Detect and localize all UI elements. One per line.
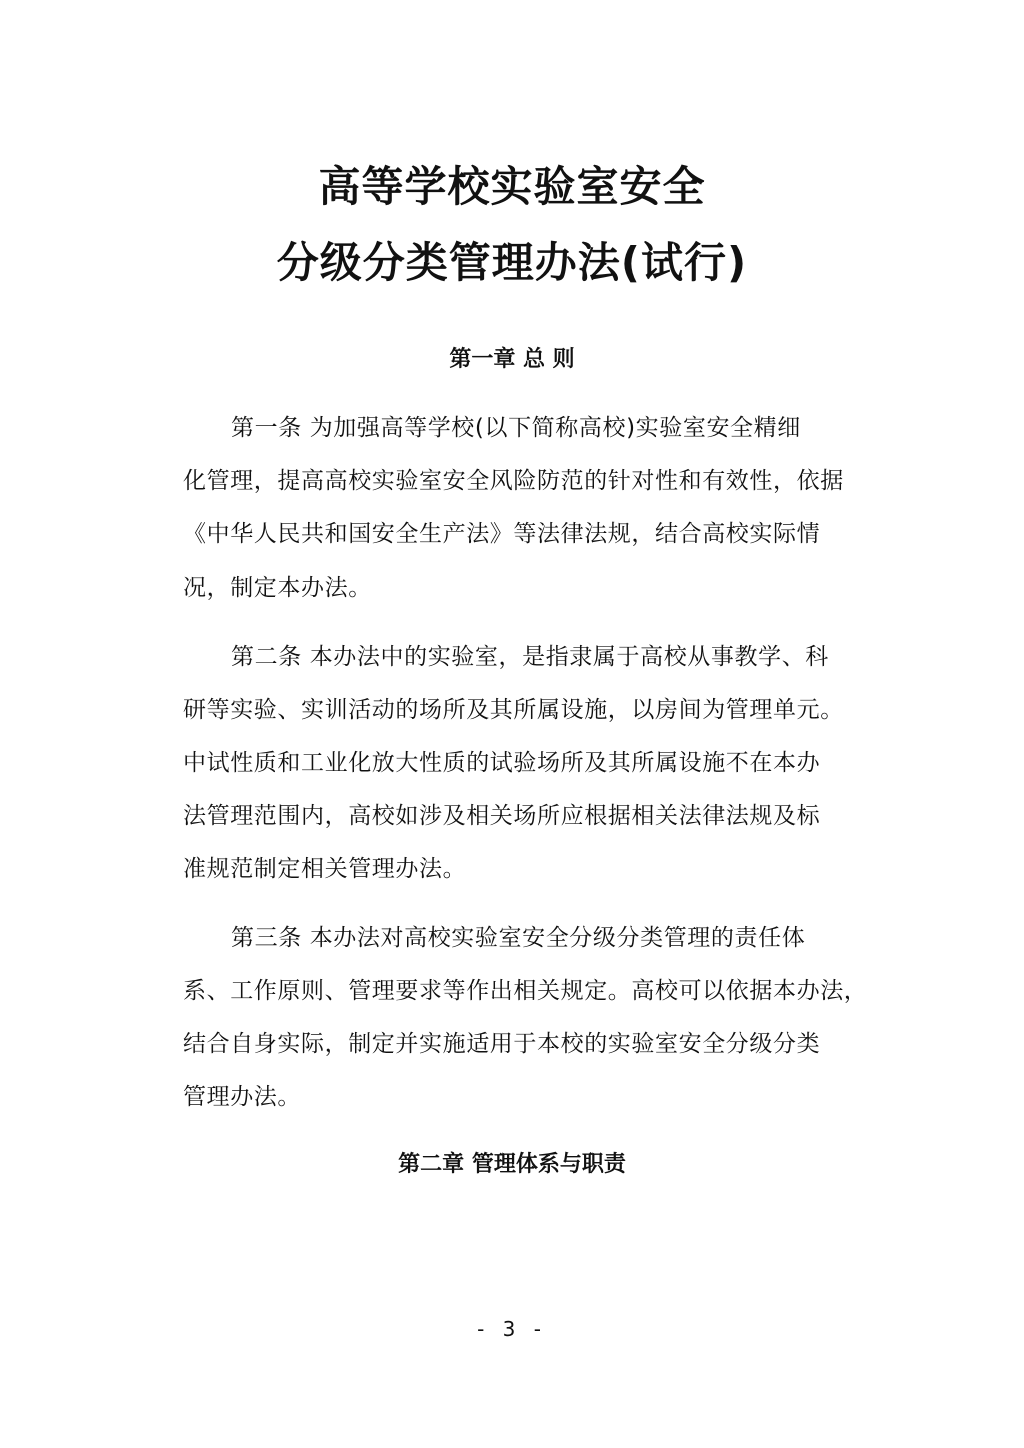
page-number: - 3 -: [477, 1317, 547, 1341]
article-3-line-4: 管理办法。: [183, 1084, 301, 1110]
article-2-line-4: 法管理范围内，高校如涉及相关场所应根据相关法律法规及标: [183, 803, 821, 829]
article-2-line-5: 准规范制定相关管理办法。: [183, 856, 467, 882]
article-2-line-3: 中试性质和工业化放大性质的试验场所及其所属设施不在本办: [183, 750, 821, 776]
article-2-line-2: 研等实验、实训活动的场所及其所属设施，以房间为管理单元。: [183, 697, 844, 723]
article-1-line-4: 况，制定本办法。: [183, 575, 372, 601]
article-1-line-2: 化管理，提高高校实验室安全风险防范的针对性和有效性，依据: [183, 468, 844, 494]
document-title-line-1: 高等学校实验室安全: [318, 162, 706, 211]
article-3-line-2: 系、工作原则、管理要求等作出相关规定。高校可以依据本办法，: [183, 978, 868, 1004]
document-title-line-2: 分级分类管理办法(试行): [276, 238, 748, 287]
article-2-line-1: 第二条 本办法中的实验室，是指隶属于高校从事教学、科: [231, 644, 829, 670]
article-1-line-1: 第一条 为加强高等学校(以下简称高校)实验室安全精细: [231, 415, 801, 441]
article-3-line-3: 结合自身实际，制定并实施适用于本校的实验室安全分级分类: [183, 1031, 821, 1057]
chapter-heading-1: 第一章 总 则: [449, 347, 575, 372]
chapter-heading-2: 第二章 管理体系与职责: [398, 1152, 626, 1177]
article-1-line-3: 《中华人民共和国安全生产法》等法律法规，结合高校实际情: [183, 521, 821, 547]
article-3-line-1: 第三条 本办法对高校实验室安全分级分类管理的责任体: [231, 925, 806, 951]
